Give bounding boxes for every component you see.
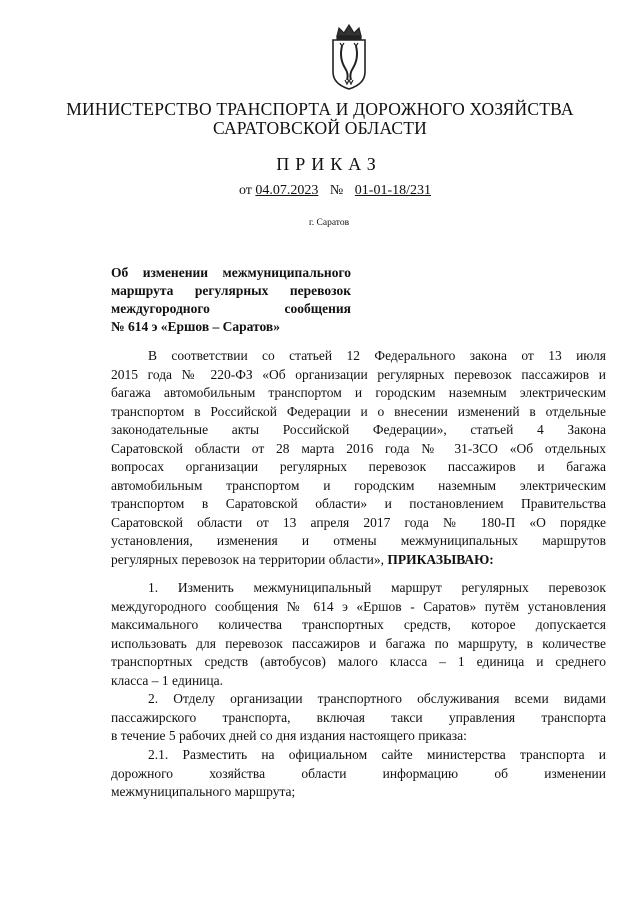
ministry-name-line1: МИНИСТЕРСТВО ТРАНСПОРТА И ДОРОЖНОГО ХОЗЯЙСТВА bbox=[66, 99, 574, 119]
order-number: 01-01-18/231 bbox=[354, 183, 431, 198]
city-label: г. Саратов bbox=[308, 218, 350, 228]
subject-line: междугородного сообщения bbox=[111, 301, 351, 316]
order-number-sign: № bbox=[329, 183, 344, 198]
preamble-line: 2015 года № 220-ФЗ «Об организации регулярных перевозок пассажиров и bbox=[111, 366, 606, 382]
order-date-number bbox=[0, 183, 640, 199]
item-2-line: пассажирского транспорта, включая такси управления транспорта bbox=[111, 709, 606, 725]
subject-line: маршрута регулярных перевозок bbox=[111, 283, 351, 298]
preamble-line: В соответствии со статьей 12 Федерального закона от 13 июля bbox=[148, 348, 606, 363]
order-directive: ПРИКАЗЫВАЮ: bbox=[387, 551, 494, 567]
preamble-paragraph bbox=[111, 347, 606, 569]
preamble-line: транспортом в Российской Федерации и о внесении изменений в отдельные bbox=[111, 403, 606, 419]
item-2-line: 2. Отделу организации транспортного обслуживания всеми видами bbox=[148, 691, 606, 706]
item-1-paragraph bbox=[111, 579, 606, 690]
item-1-line: класса – 1 единица. bbox=[111, 672, 224, 688]
preamble-last-text: регулярных перевозок на территории области», bbox=[111, 551, 384, 567]
item-2-paragraph bbox=[111, 690, 606, 746]
order-from-label: от bbox=[238, 183, 252, 198]
coat-of-arms-emblem bbox=[325, 22, 373, 92]
subject-line: № 614 э «Ершов – Саратов» bbox=[111, 319, 280, 334]
preamble-last-line bbox=[111, 551, 606, 570]
document-type-title: ПРИКАЗ bbox=[276, 154, 382, 174]
item-1-line: максимального количества транспортных средств, которое допускается bbox=[111, 617, 606, 632]
preamble-line: установления, изменения и отмены межмуниципальных маршрутов bbox=[111, 533, 606, 548]
preamble-line: Саратовской области от 28 марта 2016 года № 31-ЗСО «Об отдельных bbox=[111, 440, 606, 456]
item-2-1-line: межмуниципального маршрута; bbox=[111, 784, 296, 799]
item-2-line: в течение 5 рабочих дней со дня издания настоящего приказа: bbox=[111, 728, 467, 743]
preamble-line: законодательные акты Российской Федерации», статьей 4 Закона bbox=[111, 422, 606, 437]
item-1-line: использовать для перевозок пассажиров и багажа по маршруту, в количестве bbox=[111, 635, 606, 651]
preamble-line: Саратовской области от 13 апреля 2017 года № 180-П «О порядке bbox=[111, 514, 606, 530]
order-subject bbox=[111, 264, 351, 336]
ministry-name-line2: САРАТОВСКОЙ ОБЛАСТИ bbox=[212, 118, 428, 138]
order-date: 04.07.2023 bbox=[255, 183, 319, 198]
item-2-1-paragraph bbox=[111, 746, 606, 802]
preamble-line: багажа автомобильным транспортом и городским наземным электрическим bbox=[111, 385, 606, 400]
preamble-line: транспортом в Саратовской области» и постановлением Правительства bbox=[111, 496, 606, 511]
item-1-line: междугородного сообщения № 614 э «Ершов - Саратов» путём установления bbox=[111, 598, 606, 614]
item-2-1-line: 2.1. Разместить на официальном сайте министерства транспорта и bbox=[148, 747, 606, 762]
subject-line: Об изменении межмуниципального bbox=[111, 265, 351, 280]
item-1-line: транспортных средств (автобусов) малого класса – 1 единица и среднего bbox=[111, 654, 606, 669]
preamble-line: автомобильным транспортом и городским наземным электрическим bbox=[111, 477, 606, 493]
preamble-line: вопросах организации регулярных перевозок пассажиров и багажа bbox=[111, 459, 606, 474]
item-1-line: 1. Изменить межмуниципальный маршрут регулярных перевозок bbox=[148, 580, 606, 595]
item-2-1-line: дорожного хозяйства области информацию об изменении bbox=[111, 765, 606, 781]
